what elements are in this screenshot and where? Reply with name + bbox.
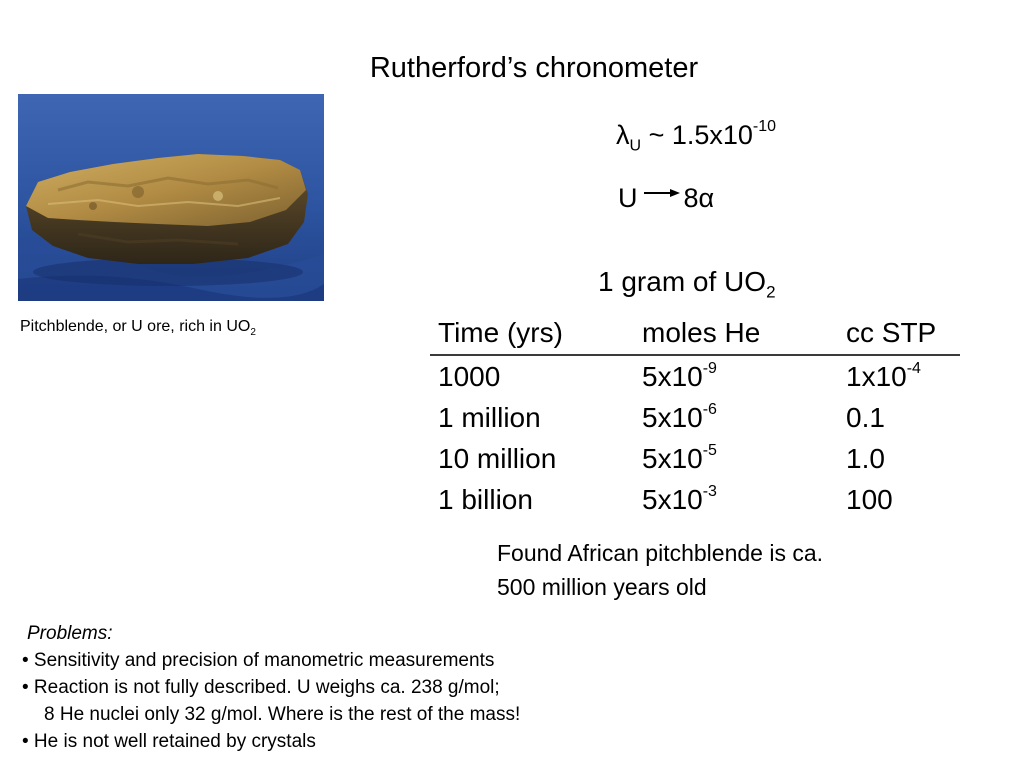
header-time: Time (yrs) — [430, 314, 634, 355]
lambda-value: ~ 1.5x10 — [641, 120, 753, 150]
age-conclusion — [497, 536, 823, 604]
age-conclusion-line-1: Found African pitchblende is ca. — [497, 540, 824, 566]
table-header-row — [430, 314, 960, 355]
cell-moles: $5x10^{-5}$ — [642, 442, 717, 474]
cell-cc: 1.0 — [846, 442, 885, 474]
table-row — [430, 355, 960, 397]
lambda-symbol: λ — [616, 120, 630, 150]
cell-cc: 100 — [846, 483, 893, 515]
caption-subscript: 2 — [250, 327, 256, 339]
problem-item: • Reaction is not fully described. U weighs ca. 238 g/mol; — [22, 677, 500, 698]
right-arrow-icon — [644, 186, 680, 200]
slide-title: Rutherford’s chronometer — [369, 52, 699, 84]
cell-time: 1 million — [438, 401, 541, 433]
problem-item: • Sensitivity and precision of manometric measurements — [22, 650, 495, 671]
reactant: U — [618, 183, 638, 213]
problem-item-continuation: 8 He nuclei only 32 g/mol. Where is the rest of the mass! — [44, 704, 521, 725]
header-cc: cc STP — [838, 314, 960, 355]
photo-caption — [20, 318, 256, 338]
cell-moles: $5x10^{-9}$ — [642, 360, 717, 392]
gram-label-text: 1 gram of UO — [598, 266, 767, 297]
problem-item: • He is not well retained by crystals — [22, 731, 316, 752]
cell-cc: $1x10^{-4}$ — [846, 360, 921, 392]
decay-reaction — [618, 183, 714, 214]
header-moles: moles He — [634, 314, 838, 355]
cell-time: 10 million — [438, 442, 557, 474]
cell-time: 1 billion — [438, 483, 533, 515]
table-row — [430, 438, 960, 479]
age-conclusion-line-2: 500 million years old — [497, 574, 707, 600]
problems-heading: Problems: — [27, 623, 113, 644]
cell-cc: 0.1 — [846, 401, 885, 433]
gram-label — [598, 266, 776, 303]
pitchblende-photo — [18, 94, 324, 301]
cell-moles: $5x10^{-3}$ — [642, 483, 717, 515]
product: 8α — [683, 183, 715, 213]
cell-time: 1000 — [438, 360, 501, 392]
caption-text: Pitchblende, or U ore, rich in UO — [20, 318, 251, 335]
decay-constant — [616, 120, 776, 155]
problems-list — [22, 620, 520, 755]
lambda-subscript: U — [629, 137, 642, 155]
pitchblende-image — [18, 94, 324, 301]
table-row — [430, 479, 960, 520]
table-row — [430, 397, 960, 438]
helium-table — [430, 314, 960, 520]
gram-label-subscript: 2 — [766, 282, 776, 302]
cell-moles: $5x10^{-6}$ — [642, 401, 717, 433]
lambda-exponent: -10 — [752, 118, 777, 135]
